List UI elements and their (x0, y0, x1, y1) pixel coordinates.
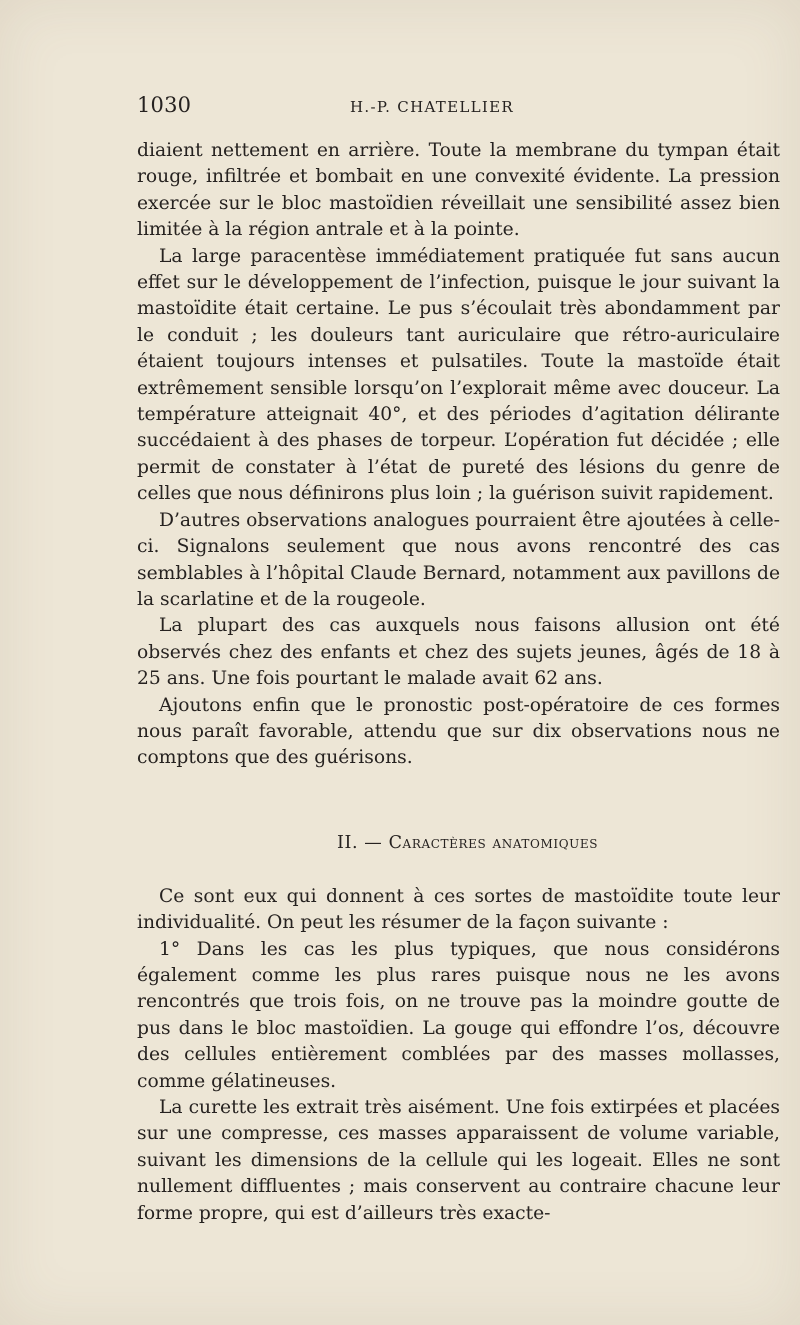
section-heading: II. — Caractères anatomiques (336, 832, 599, 853)
page-header (137, 93, 780, 123)
section-paragraph-1: Ce sont eux qui donnent à ces sortes de mastoïdite toute leur individualité. On peut les résumer de la façon suivante : (137, 885, 780, 934)
section-paragraph-3: La curette les extrait très aisément. Une fois extirpées et placées sur une compresse, ces masses apparaissent de volume variable, suivant les dimensions de la cellule qui les logeait. Elles ne sont nullement diffluentes ; mais conservent au contraire chacune leur forme propre, qui est d’ailleurs très exacte- (137, 1097, 780, 1224)
paragraph-5: Ajoutons enfin que le pronostic post-opératoire de ces formes nous paraît favorable, attendu que sur dix observations nous ne comptons que des guérisons. (137, 694, 780, 769)
body-text (137, 138, 780, 1227)
paragraph-1: diaient nettement en arrière. Toute la membrane du tympan était rouge, infiltrée et bombait en une convexité évidente. La pression exercée sur le bloc mastoïdien réveillait une sensibilité assez bien limitée à la région antrale et à la pointe. (137, 140, 780, 241)
paragraph-3: D’autres observations analogues pourraient être ajoutées à celle-ci. Signalons seulement que nous avons rencontré des cas semblables à l’hôpital Claude Bernard, notamment aux pavillons de la scarlatine et de la rougeole. (137, 509, 780, 610)
paragraph-4: La plupart des cas auxquels nous faisons allusion ont été observés chez des enfants et chez des sujets jeunes, âgés de 18 à 25 ans. Une fois pourtant le malade avait 62 ans. (137, 615, 780, 690)
page-number: 1030 (137, 93, 192, 117)
running-head: H.-P. CHATELLIER (350, 98, 514, 116)
paragraph-2: La large paracentèse immédiatement pratiquée fut sans aucun effet sur le développement de l’infection, puisque le jour suivant la mastoïdite était certaine. Le pus s’écoulait très abondamment par le conduit ; les douleurs tant auriculaire que rétro-auriculaire étaient toujours intenses et pulsatiles. Toute la mastoïde était extrêmement sensible lorsqu’on l’explorait même avec douceur. La température atteignait 40°, et des périodes d’agitation délirante succédaient à des phases de torpeur. L’opération fut décidée ; elle permit de constater à l’état de pureté des lésions du genre de celles que nous définirons plus loin ; la guérison suivit rapidement. (137, 245, 780, 505)
section-paragraph-2: 1° Dans les cas les plus typiques, que nous considérons également comme les plus rares puisque nous ne les avons rencontrés que trois fois, on ne trouve pas la moindre goutte de pus dans le bloc mastoïdien. La gouge qui effondre l’os, découvre des cellules entièrement comblées par des masses mollasses, comme gélatineuses. (137, 938, 780, 1092)
